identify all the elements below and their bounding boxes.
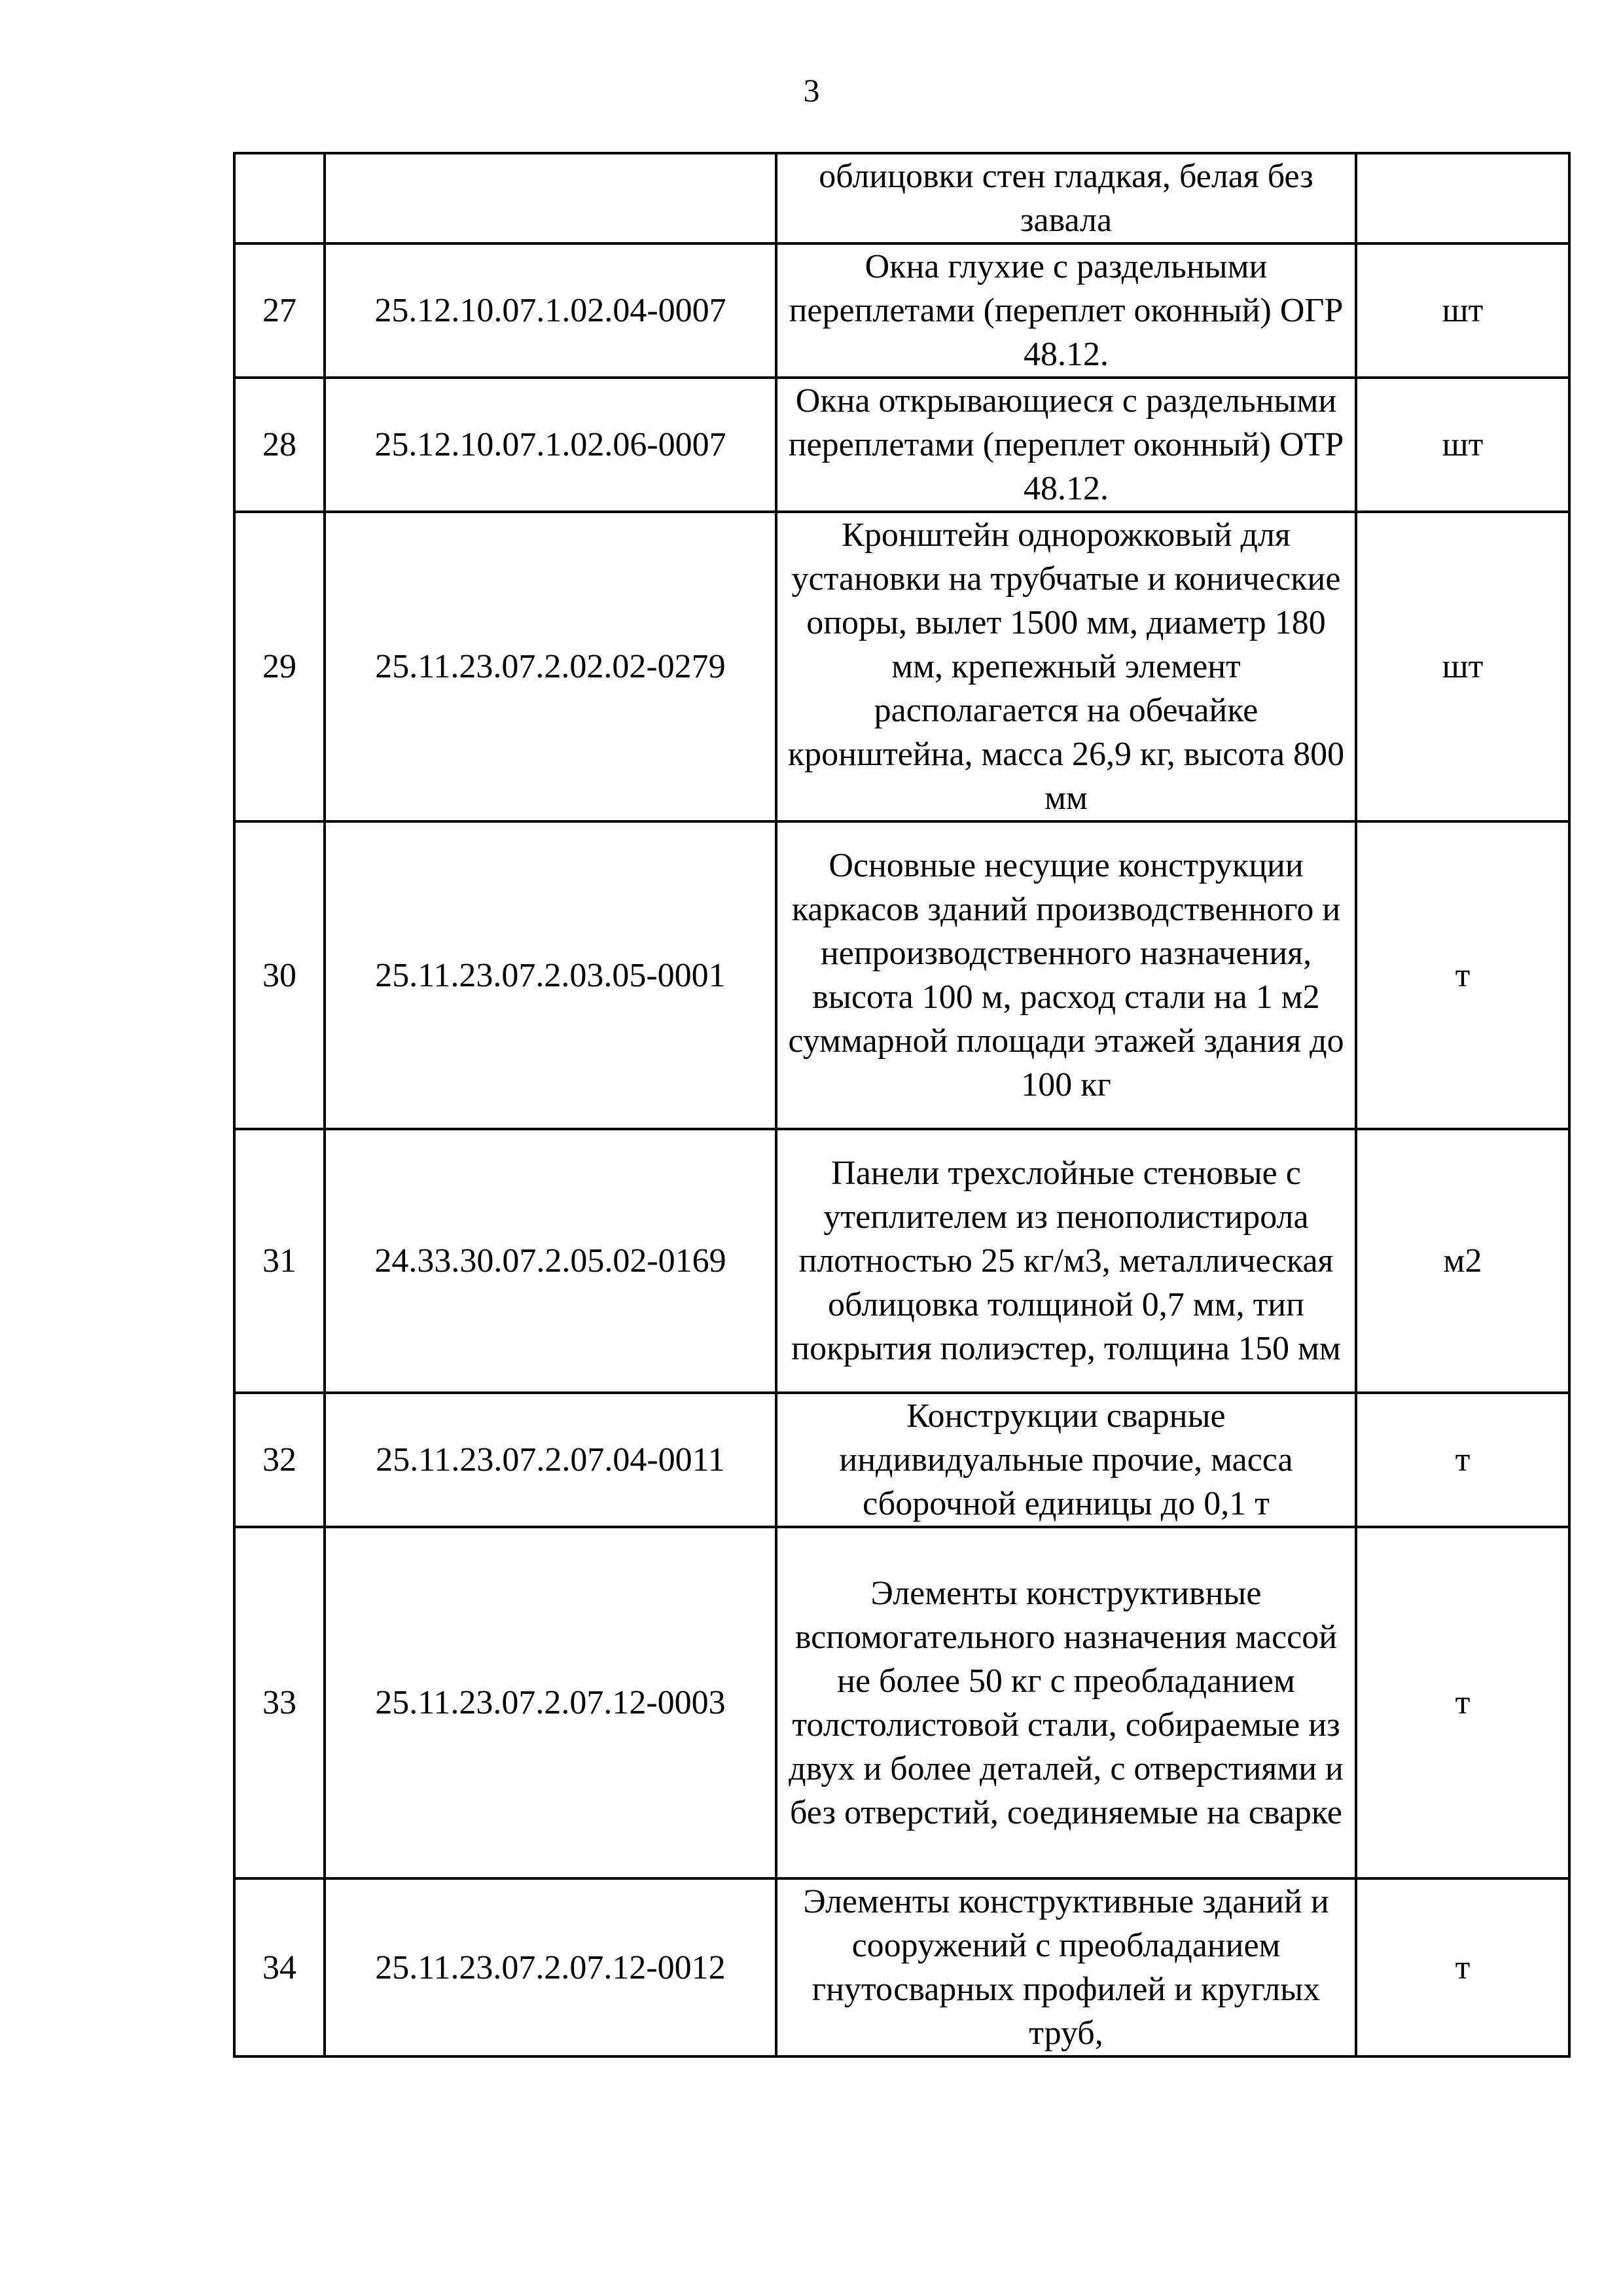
row-number xyxy=(234,153,325,243)
unit: м2 xyxy=(1356,1129,1569,1393)
resource-name: Конструкции сварные индивидуальные прочие, масса сборочной единицы до 0,1 т xyxy=(776,1393,1356,1527)
resource-name: Кронштейн однорожковый для установки на трубчатые и конические опоры, вылет 1500 мм, диаметр 180 мм, крепежный элемент располагается на обечайке кронштейна, масса 26,9 кг, высота 800 мм xyxy=(776,512,1356,821)
resource-name: облицовки стен гладкая, белая без завала xyxy=(776,153,1356,243)
row-number: 32 xyxy=(234,1393,325,1527)
table-row xyxy=(234,1393,1569,1527)
resource-name: Основные несущие конструкции каркасов зданий производственного и непроизводственного назначения, высота 100 м, расход стали на 1 м2 суммарной площади этажей здания до 100 кг xyxy=(776,821,1356,1129)
row-number: 27 xyxy=(234,243,325,378)
unit xyxy=(1356,153,1569,243)
row-number: 28 xyxy=(234,378,325,512)
table-row xyxy=(234,378,1569,512)
unit: т xyxy=(1356,1527,1569,1878)
unit: т xyxy=(1356,1878,1569,2056)
table-row xyxy=(234,1527,1569,1878)
resource-name: Элементы конструктивные вспомогательного назначения массой не более 50 кг с преобладанием толстолистовой стали, собираемые из двух и более деталей, с отверстиями и без отверстий, соединяемые на сварке xyxy=(776,1527,1356,1878)
resource-code: 25.11.23.07.2.07.12-0012 xyxy=(325,1878,776,2056)
row-number: 29 xyxy=(234,512,325,821)
table-row xyxy=(234,153,1569,243)
table-row xyxy=(234,1878,1569,2056)
row-number: 34 xyxy=(234,1878,325,2056)
resource-code xyxy=(325,153,776,243)
table-row xyxy=(234,243,1569,378)
row-number: 31 xyxy=(234,1129,325,1393)
resource-code: 25.11.23.07.2.02.02-0279 xyxy=(325,512,776,821)
resource-name: Окна глухие с раздельными переплетами (переплет оконный) ОГР 48.12. xyxy=(776,243,1356,378)
table-row xyxy=(234,512,1569,821)
unit: т xyxy=(1356,821,1569,1129)
resource-code: 25.11.23.07.2.07.12-0003 xyxy=(325,1527,776,1878)
unit: шт xyxy=(1356,512,1569,821)
resource-name: Окна открывающиеся с раздельными переплетами (переплет оконный) ОТР 48.12. xyxy=(776,378,1356,512)
resource-name: Элементы конструктивные зданий и сооружений с преобладанием гнутосварных профилей и круглых труб, xyxy=(776,1878,1356,2056)
row-number: 33 xyxy=(234,1527,325,1878)
resource-code: 24.33.30.07.2.05.02-0169 xyxy=(325,1129,776,1393)
unit: шт xyxy=(1356,378,1569,512)
row-number: 30 xyxy=(234,821,325,1129)
unit: т xyxy=(1356,1393,1569,1527)
resource-code: 25.12.10.07.1.02.04-0007 xyxy=(325,243,776,378)
resource-code: 25.11.23.07.2.07.04-0011 xyxy=(325,1393,776,1527)
resource-name: Панели трехслойные стеновые с утеплителем из пенополистирола плотностью 25 кг/м3, металлическая облицовка толщиной 0,7 мм, тип покрытия полиэстер, толщина 150 мм xyxy=(776,1129,1356,1393)
materials-table xyxy=(233,152,1571,2058)
page-number: 3 xyxy=(803,72,820,109)
table-row xyxy=(234,1129,1569,1393)
resource-code: 25.12.10.07.1.02.06-0007 xyxy=(325,378,776,512)
table-row xyxy=(234,821,1569,1129)
unit: шт xyxy=(1356,243,1569,378)
resource-code: 25.11.23.07.2.03.05-0001 xyxy=(325,821,776,1129)
